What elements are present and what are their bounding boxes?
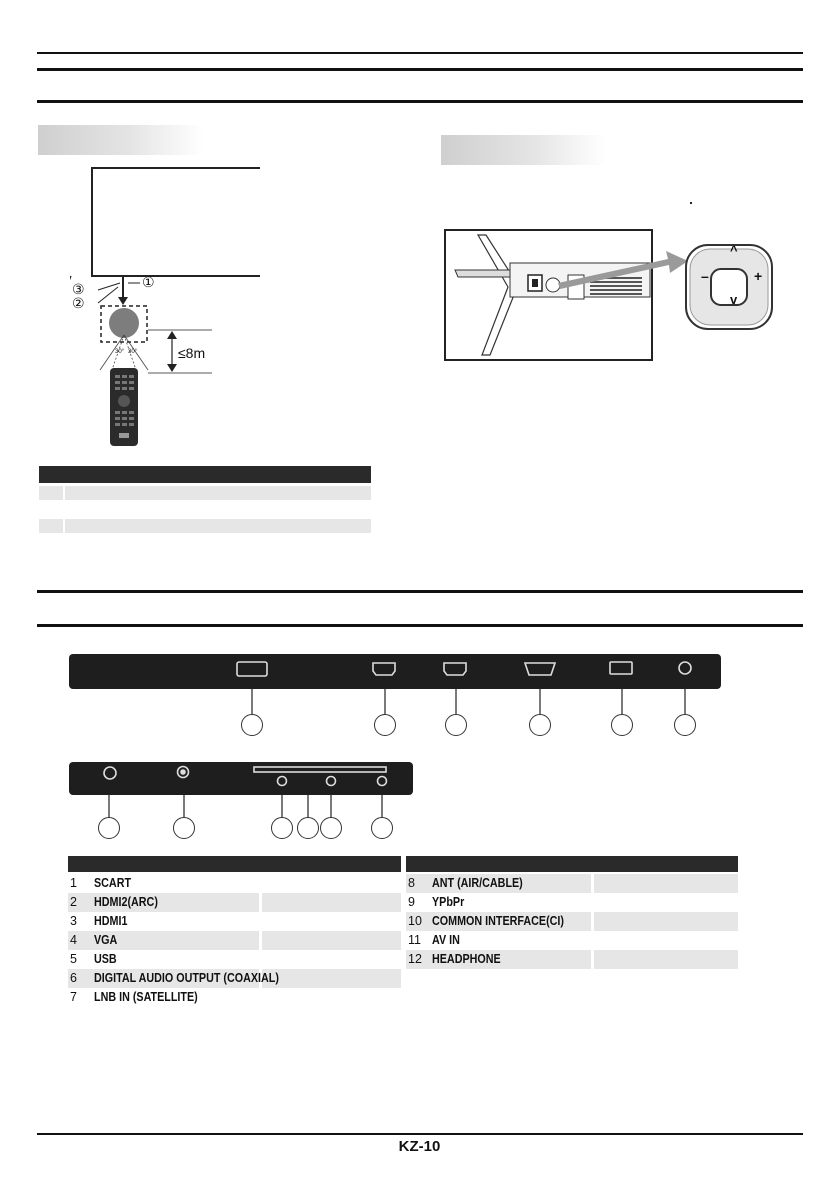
joystick-figure (440, 225, 780, 365)
callout-circle-bottom-6 (371, 817, 393, 839)
bottom-callout-leaders (0, 794, 839, 824)
rear-panel-top-ports (69, 654, 721, 689)
connections-left-header (68, 856, 401, 872)
joystick-minus-label: – (701, 268, 709, 284)
remote-table-row-3-divider (63, 519, 65, 533)
joystick-plus-label: + (754, 268, 763, 284)
joystick-dot (690, 202, 692, 204)
rear-panel-bottom-ports (69, 762, 413, 795)
angle-right-label: 30° (128, 349, 138, 355)
remote-table-row-3 (39, 519, 371, 533)
remote-sensor-figure (70, 165, 260, 450)
list-item: 12 HEADPHONE (406, 950, 738, 969)
list-item: 8 ANT (AIR/CABLE) (406, 874, 738, 893)
section-rule-1 (37, 590, 803, 593)
callout-2: ② (72, 296, 85, 312)
joystick-up-arrow: ^ (730, 243, 738, 258)
remote-table-header (39, 466, 371, 483)
joystick-down-arrow: v (730, 292, 738, 307)
top-callout-leaders (0, 688, 839, 728)
callout-circle-bottom-3 (271, 817, 293, 839)
list-item: 6 DIGITAL AUDIO OUTPUT (COAXIAL) (68, 969, 401, 988)
list-item: 2 HDMI2(ARC) (68, 893, 401, 912)
callout-circle-top-3 (445, 714, 467, 736)
section-label-right (441, 135, 606, 165)
callout-circle-bottom-1 (98, 817, 120, 839)
angle-left-label: 30° (115, 349, 125, 355)
remote-table-row-2 (39, 502, 371, 516)
callout-circle-bottom-2 (173, 817, 195, 839)
list-item: 5 USB (70, 952, 117, 966)
list-item: 4 VGA (68, 931, 401, 950)
page-code: KZ-10 (398, 1138, 441, 1155)
remote-table-row-1-divider (63, 486, 65, 500)
callout-circle-top-4 (529, 714, 551, 736)
callout-3: ③ (72, 282, 85, 298)
callout-circle-top-1 (241, 714, 263, 736)
header-rule-1 (37, 52, 803, 54)
list-item: 10 COMMON INTERFACE(CI) (406, 912, 738, 931)
list-item: 11 AV IN (408, 933, 460, 947)
header-rule-3 (37, 100, 803, 103)
list-item: 1 SCART (70, 876, 132, 890)
list-item: 9 YPbPr (408, 895, 465, 909)
callout-circle-bottom-4 (297, 817, 319, 839)
list-item: 7 LNB IN (SATELLITE) (70, 990, 198, 1004)
callout-circle-bottom-5 (320, 817, 342, 839)
callout-1: ① (142, 275, 155, 291)
section-label-left (38, 125, 203, 155)
callout-circle-top-6 (674, 714, 696, 736)
connections-right-header (406, 856, 738, 872)
callout-circle-top-2 (374, 714, 396, 736)
header-rule-2 (37, 68, 803, 71)
callout-circle-top-5 (611, 714, 633, 736)
list-item: 3 HDMI1 (70, 914, 128, 928)
remote-table-row-1 (39, 486, 371, 500)
footer-rule (37, 1133, 803, 1135)
distance-label: ≤8m (178, 345, 206, 361)
section-rule-2 (37, 624, 803, 627)
